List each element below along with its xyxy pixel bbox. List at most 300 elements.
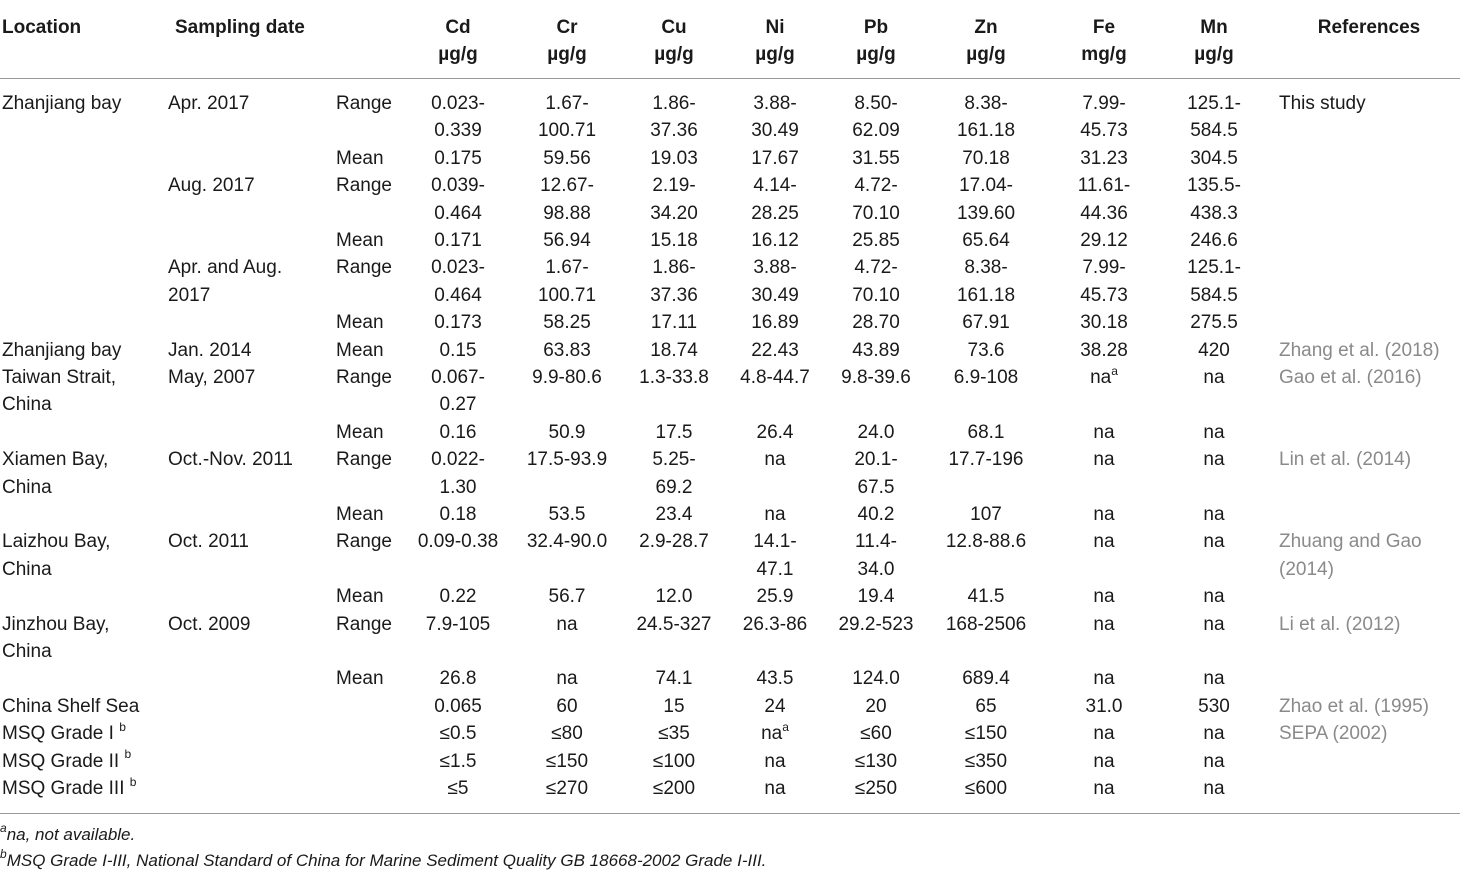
header-zn: Zn µg/g — [966, 17, 1006, 65]
cell-text: 59.56 — [543, 147, 591, 169]
cell-text: 30.49 — [751, 284, 799, 306]
cell-pb — [826, 145, 926, 172]
cell-cr — [517, 227, 617, 254]
cell-text: 0.023- — [431, 93, 485, 114]
cell-fe — [1054, 364, 1154, 391]
header-cr: Cr µg/g — [547, 17, 587, 65]
footnote-marker: b — [119, 719, 126, 734]
cell-text: na — [1093, 750, 1115, 772]
cell-fe — [1054, 309, 1154, 336]
cell-cd — [408, 583, 508, 610]
cell-text: 125.1- — [1187, 257, 1241, 279]
header-ni: Ni µg/g — [755, 17, 795, 65]
cell-text: 12.8-88.6 — [945, 531, 1027, 553]
header-mn: Mn µg/g — [1194, 17, 1234, 65]
cell-text: 30.49 — [751, 120, 799, 142]
cell-text: 4.8-44.7 — [740, 367, 810, 388]
cell-ref — [1279, 364, 1459, 391]
cell-cu — [624, 337, 724, 364]
cell-text: Zhanjiang bay — [2, 339, 122, 361]
cell-text: 17.5-93.9 — [526, 449, 608, 471]
cell-text: Range — [336, 257, 392, 279]
cell-cu — [624, 611, 724, 638]
cell-fe — [1054, 775, 1154, 802]
cell-text: 37.36 — [650, 120, 698, 142]
cell-text: 40.2 — [857, 504, 895, 525]
cell-zn — [936, 693, 1036, 720]
header-pb: Pb µg/g — [856, 17, 896, 65]
cell-mn — [1164, 145, 1264, 172]
cell-loc — [2, 748, 162, 775]
cell-text: 4.14- — [753, 175, 797, 197]
cell-cu — [624, 446, 724, 501]
cell-text: Mean — [336, 230, 384, 251]
cell-text: 29.2-523 — [838, 613, 914, 635]
header-divider — [0, 78, 1460, 79]
cell-date — [168, 254, 328, 309]
table-header — [0, 0, 1460, 78]
cell-cd — [408, 145, 508, 172]
cell-zn — [936, 145, 1036, 172]
cell-text: 70.18 — [962, 147, 1010, 169]
cell-text: 3.88- — [753, 257, 797, 279]
cell-loc — [2, 528, 162, 583]
cell-text: 44.36 — [1080, 202, 1128, 224]
cell-pb — [826, 748, 926, 775]
cell-cu — [624, 364, 724, 391]
cell-ni — [725, 419, 825, 446]
cell-text: 1.86- — [652, 257, 696, 279]
cell-loc — [2, 720, 162, 747]
cell-text: 16.12 — [751, 230, 799, 251]
header-references: References — [1317, 17, 1421, 38]
cell-text: Jinzhou Bay, — [2, 613, 110, 635]
cell-text: 11.4- — [855, 531, 897, 553]
cell-text: 124.0 — [852, 668, 900, 690]
cell-mn — [1164, 337, 1264, 364]
cell-text: Zhanjiang bay — [2, 93, 122, 114]
cell-ni — [725, 720, 825, 747]
cell-mn — [1164, 364, 1264, 391]
cell-text: 18.74 — [650, 339, 698, 361]
cell-text: 32.4-90.0 — [526, 531, 608, 553]
cell-stat — [336, 90, 406, 117]
cell-text: 43.89 — [852, 339, 900, 361]
cell-cu — [624, 528, 724, 555]
cell-zn — [936, 446, 1036, 473]
cell-text: 0.16 — [439, 421, 477, 443]
cell-text: China — [2, 394, 52, 416]
cell-text: 15.18 — [650, 230, 698, 251]
cell-text: 31.23 — [1080, 147, 1128, 169]
cell-cd — [408, 90, 508, 145]
cell-cu — [624, 693, 724, 720]
cell-cd — [408, 775, 508, 802]
cell-pb — [826, 254, 926, 309]
cell-loc — [2, 611, 162, 666]
cell-cd — [408, 693, 508, 720]
cell-text: 161.18 — [956, 120, 1016, 142]
cell-text: 70.10 — [852, 202, 900, 224]
cell-cr — [517, 90, 617, 145]
cell-text: Apr. and Aug. — [168, 257, 283, 279]
cell-text: 3.88- — [753, 93, 797, 114]
cell-text: na — [1203, 531, 1225, 553]
cell-fe — [1054, 748, 1154, 775]
cell-text: ≤100 — [652, 750, 696, 772]
cell-text: 125.1- — [1187, 93, 1241, 114]
cell-pb — [826, 419, 926, 446]
cell-zn — [936, 364, 1036, 391]
cell-pb — [826, 583, 926, 610]
cell-ref — [1279, 693, 1459, 720]
cell-cd — [408, 227, 508, 254]
cell-text: 1.67- — [545, 257, 589, 279]
cell-loc — [2, 693, 162, 720]
cell-cd — [408, 611, 508, 638]
cell-mn — [1164, 254, 1264, 309]
cell-cr — [517, 145, 617, 172]
cell-text: 7.99- — [1082, 257, 1126, 279]
cell-text: Mean — [336, 147, 384, 169]
cell-text: Range — [336, 531, 392, 553]
cell-text: China — [2, 476, 52, 498]
cell-text: 4.72- — [854, 257, 898, 279]
cell-cd — [408, 337, 508, 364]
cell-fe — [1054, 501, 1154, 528]
cell-text: Range — [336, 367, 392, 388]
cell-text: 28.25 — [751, 202, 799, 224]
cell-text: 135.5- — [1187, 175, 1241, 197]
cell-text: 275.5 — [1190, 312, 1238, 334]
cell-mn — [1164, 446, 1264, 473]
cell-text: na — [1203, 668, 1225, 690]
cell-cu — [624, 145, 724, 172]
cell-mn — [1164, 172, 1264, 227]
cell-text: Mean — [336, 339, 384, 361]
cell-cr — [517, 611, 617, 638]
cell-cr — [517, 720, 617, 747]
cell-pb — [826, 337, 926, 364]
cell-fe — [1054, 254, 1154, 309]
cell-ref — [1279, 90, 1459, 117]
cell-zn — [936, 720, 1036, 747]
cell-text: na — [1203, 449, 1225, 471]
cell-loc — [2, 364, 162, 419]
cell-text: 304.5 — [1190, 147, 1238, 169]
cell-text: na — [556, 668, 578, 690]
cell-text: Range — [336, 175, 392, 197]
cell-fe — [1054, 172, 1154, 227]
cell-text: 34.0 — [857, 558, 895, 580]
cell-stat — [336, 583, 406, 610]
footnote-marker: a — [782, 719, 789, 734]
cell-text: ≤270 — [545, 778, 589, 799]
cell-text: 15 — [663, 695, 685, 717]
cell-text: na — [764, 750, 786, 772]
footnote-marker: a — [1111, 363, 1118, 378]
cell-text: na — [1093, 531, 1115, 553]
cell-text: na — [1203, 750, 1225, 772]
cell-text: Apr. 2017 — [168, 93, 250, 114]
cell-cd — [408, 309, 508, 336]
cell-loc — [2, 775, 162, 802]
cell-loc — [2, 446, 162, 501]
cell-text: 0.067- — [431, 367, 485, 388]
cell-text: Mean — [336, 421, 384, 443]
cell-text: 6.9-108 — [953, 367, 1019, 388]
cell-text: 58.25 — [543, 312, 591, 334]
cell-text: 12.67- — [540, 175, 594, 197]
cell-text: na — [556, 613, 578, 635]
cell-zn — [936, 90, 1036, 145]
cell-text: 420 — [1198, 339, 1230, 361]
cell-mn — [1164, 665, 1264, 692]
cell-text: 584.5 — [1190, 284, 1238, 306]
cell-text: 67.5 — [857, 476, 895, 498]
cell-text: na — [1203, 367, 1225, 388]
header-location: Location — [2, 17, 82, 38]
cell-text: 56.94 — [543, 230, 591, 251]
cell-text: MSQ Grade III — [2, 778, 125, 799]
footnote-b: $^b$MSQ Grade I-III, National Standard of China for Marine Sediment Quality GB 18668-2002 Grade I-III. — [0, 847, 767, 870]
cell-text: 530 — [1198, 695, 1230, 717]
cell-text: 37.36 — [650, 284, 698, 306]
cell-text: 28.70 — [852, 312, 900, 334]
cell-text: 43.5 — [756, 668, 794, 690]
cell-text: 67.91 — [962, 312, 1010, 334]
cell-ni — [725, 611, 825, 638]
header-cu: Cu µg/g — [654, 17, 694, 65]
cell-text: 0.173 — [434, 312, 482, 334]
cell-text: ≤60 — [860, 723, 892, 745]
cell-pb — [826, 446, 926, 501]
cell-text: 50.9 — [548, 421, 586, 443]
cell-text: 23.4 — [655, 504, 693, 525]
cell-zn — [936, 172, 1036, 227]
cell-ni — [725, 337, 825, 364]
cell-text: 47.1 — [756, 558, 794, 580]
cell-text: 65.64 — [962, 230, 1010, 251]
cell-pb — [826, 90, 926, 145]
cell-text: ≤350 — [964, 750, 1008, 772]
cell-text: 1.67- — [545, 93, 589, 114]
cell-text: 8.38- — [964, 257, 1008, 279]
cell-text: 584.5 — [1190, 120, 1238, 142]
cell-text: ≤150 — [545, 750, 589, 772]
cell-text: 11.61- — [1077, 175, 1131, 197]
cell-cu — [624, 90, 724, 145]
cell-text: 0.15 — [439, 339, 477, 361]
cell-text: 17.5 — [655, 421, 693, 443]
cell-pb — [826, 227, 926, 254]
cell-stat — [336, 364, 406, 391]
cell-text: 25.9 — [756, 586, 794, 608]
header-fe: Fe mg/g — [1081, 17, 1127, 65]
cell-cr — [517, 693, 617, 720]
cell-zn — [936, 227, 1036, 254]
cell-ni — [725, 227, 825, 254]
footnote-marker: b — [124, 747, 132, 762]
cell-text: Mean — [336, 586, 384, 608]
cell-ref — [1279, 611, 1459, 638]
cell-text: 45.73 — [1080, 120, 1128, 142]
cell-text: 12.0 — [655, 586, 693, 608]
cell-date — [168, 172, 328, 199]
cell-text: 2.19- — [652, 175, 696, 197]
cell-text: na — [1203, 421, 1225, 443]
cell-cu — [624, 254, 724, 309]
cell-text: na — [1090, 367, 1112, 388]
cell-ni — [725, 446, 825, 473]
table-bottom-divider — [0, 813, 1460, 814]
cell-mn — [1164, 748, 1264, 775]
cell-text: Zhao et al. (1995) — [1279, 695, 1429, 717]
cell-text: 0.175 — [434, 147, 482, 169]
cell-text: 17.04- — [959, 175, 1013, 197]
cell-text: 38.28 — [1080, 339, 1128, 361]
cell-text: MSQ Grade I — [2, 723, 114, 745]
cell-ref — [1279, 528, 1459, 583]
cell-pb — [826, 309, 926, 336]
cell-cr — [517, 419, 617, 446]
cell-mn — [1164, 583, 1264, 610]
cell-pb — [826, 172, 926, 227]
cell-text: ≤5 — [447, 778, 469, 799]
cell-text: na — [1203, 504, 1225, 525]
cell-text: ≤150 — [964, 723, 1008, 745]
cell-date — [168, 446, 328, 473]
cell-text: 1.86- — [652, 93, 696, 114]
cell-text: Oct. 2009 — [168, 613, 251, 635]
cell-zn — [936, 611, 1036, 638]
header-cd: Cd µg/g — [438, 17, 478, 65]
cell-fe — [1054, 693, 1154, 720]
cell-text: MSQ Grade II — [2, 750, 120, 772]
cell-cd — [408, 665, 508, 692]
cell-text: ≤0.5 — [439, 723, 477, 745]
cell-text: 65 — [975, 695, 997, 717]
cell-text: China Shelf Sea — [2, 695, 140, 717]
cell-ni — [725, 528, 825, 583]
cell-text: 73.6 — [967, 339, 1005, 361]
cell-cu — [624, 419, 724, 446]
cell-text: 70.10 — [852, 284, 900, 306]
cell-text: 26.4 — [756, 421, 794, 443]
cell-pb — [826, 364, 926, 391]
cell-text: Xiamen Bay, — [2, 449, 109, 471]
cell-zn — [936, 665, 1036, 692]
cell-ni — [725, 90, 825, 145]
cell-text: 0.023- — [431, 257, 485, 279]
cell-mn — [1164, 528, 1264, 555]
cell-text: 60 — [556, 695, 578, 717]
cell-text: Lin et al. (2014) — [1279, 449, 1412, 471]
cell-text: ≤130 — [854, 750, 898, 772]
cell-stat — [336, 172, 406, 199]
header-sampling-date: Sampling date — [175, 17, 305, 38]
cell-pb — [826, 501, 926, 528]
cell-text: 26.3-86 — [742, 613, 808, 635]
cell-text: 45.73 — [1080, 284, 1128, 306]
cell-text: Range — [336, 93, 392, 114]
cell-text: 34.20 — [650, 202, 698, 224]
cell-text: Aug. 2017 — [168, 175, 255, 197]
cell-text: na — [764, 778, 786, 799]
cell-text: 0.065 — [434, 695, 482, 717]
footnote-marker: b — [129, 774, 137, 789]
cell-cr — [517, 446, 617, 473]
cell-cd — [408, 501, 508, 528]
cell-text: 14.1- — [753, 531, 797, 553]
cell-text: 9.9-80.6 — [532, 367, 602, 388]
cell-fe — [1054, 665, 1154, 692]
cell-mn — [1164, 775, 1264, 802]
cell-stat — [336, 528, 406, 555]
cell-fe — [1054, 337, 1154, 364]
cell-cu — [624, 583, 724, 610]
cell-text: SEPA (2002) — [1279, 723, 1388, 745]
cell-date — [168, 337, 328, 364]
cell-cd — [408, 419, 508, 446]
cell-text: 0.22 — [439, 586, 477, 608]
cell-ni — [725, 364, 825, 391]
cell-cd — [408, 720, 508, 747]
cell-fe — [1054, 583, 1154, 610]
cell-text: 5.25- — [652, 449, 696, 471]
cell-text: 0.27 — [439, 394, 477, 416]
cell-text: 438.3 — [1190, 202, 1238, 224]
cell-text: Range — [336, 613, 392, 635]
cell-pb — [826, 720, 926, 747]
cell-text: 2.9-28.7 — [639, 531, 709, 553]
cell-cr — [517, 665, 617, 692]
cell-ni — [725, 748, 825, 775]
cell-text: 24 — [764, 695, 786, 717]
cell-ni — [725, 145, 825, 172]
cell-stat — [336, 611, 406, 638]
cell-pb — [826, 775, 926, 802]
cell-text: 7.9-105 — [425, 613, 491, 635]
cell-text: 56.7 — [548, 586, 586, 608]
cell-cr — [517, 748, 617, 775]
cell-text: 8.38- — [964, 93, 1008, 114]
cell-mn — [1164, 611, 1264, 638]
cell-ni — [725, 501, 825, 528]
cell-mn — [1164, 419, 1264, 446]
cell-text: (2014) — [1279, 558, 1334, 580]
cell-text: Range — [336, 449, 392, 471]
cell-text: Mean — [336, 504, 384, 525]
cell-text: 31.55 — [852, 147, 900, 169]
cell-text: 25.85 — [852, 230, 900, 251]
cell-stat — [336, 309, 406, 336]
cell-text: 0.09-0.38 — [417, 531, 499, 553]
cell-text: na — [1203, 613, 1225, 635]
cell-ni — [725, 693, 825, 720]
cell-text: Oct. 2011 — [168, 531, 249, 553]
cell-text: 2017 — [168, 284, 211, 306]
cell-text: China — [2, 641, 52, 662]
cell-text: 7.99- — [1082, 93, 1126, 114]
cell-text: 0.18 — [439, 504, 477, 525]
cell-mn — [1164, 501, 1264, 528]
cell-text: 63.83 — [543, 339, 591, 361]
cell-fe — [1054, 419, 1154, 446]
cell-text: 19.4 — [857, 586, 895, 608]
cell-text: Zhuang and Gao — [1279, 531, 1422, 553]
cell-text: 17.7-196 — [948, 449, 1024, 471]
